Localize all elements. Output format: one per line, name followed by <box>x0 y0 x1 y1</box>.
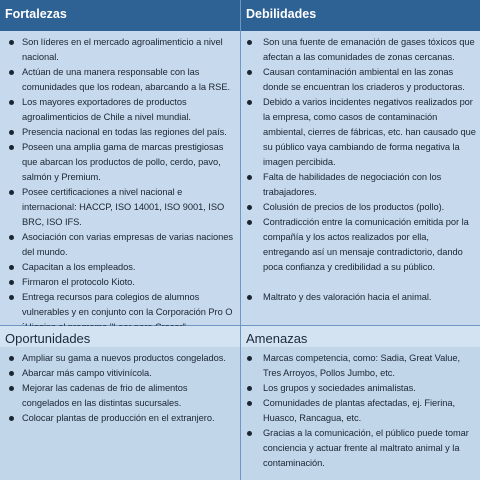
list-item: Debido a varios incidentes negativos realizados por la empresa, como casos de contaminación ambiental, cierres de fábricas, etc. han causado que su público vaya cambiando de forma negativa la imagen percibida. <box>241 95 477 170</box>
amenazas-quadrant <box>241 326 480 480</box>
list-item: Maltrato y des valoración hacia el animal. <box>241 290 477 305</box>
bullet-icon <box>9 265 14 270</box>
amenazas-body <box>241 347 480 480</box>
list-item: Presencia nacional en todas las regiones del país. <box>0 125 237 140</box>
list-item: Marcas competencia, como: Sadia, Great Value, Tres Arroyos, Pollos Jumbo, etc. <box>241 351 477 381</box>
bullet-icon <box>9 280 14 285</box>
bullet-icon <box>247 356 252 361</box>
list-item: Ampliar su gama a nuevos productos congelados. <box>0 351 237 366</box>
list-item: Colocar plantas de producción en el extranjero. <box>0 411 237 426</box>
list-item: Colusión de precios de los productos (pollo). <box>241 200 477 215</box>
debilidades-list <box>241 31 480 305</box>
list-item: Falta de habilidades de negociación con los trabajadores. <box>241 170 477 200</box>
list-item: Gracias a la comunicación, el público puede tomar conciencia y actuar frente al maltrato animal y la contaminación. <box>241 426 477 471</box>
list-item: Contradicción entre la comunicación emitida por la compañía y los actos realizados por ella, entregando así un mensaje contradictorio, dando poca confianza y credibilidad a su público. <box>241 215 477 275</box>
bullet-icon <box>9 130 14 135</box>
bullet-icon <box>247 40 252 45</box>
bullet-icon <box>247 100 252 105</box>
bullet-icon <box>9 295 14 300</box>
amenazas-list <box>241 347 480 471</box>
list-item: Asociación con varias empresas de varias naciones del mundo. <box>0 230 237 260</box>
bullet-icon <box>9 70 14 75</box>
list-item: Firmaron el protocolo Kioto. <box>0 275 237 290</box>
bullet-icon <box>247 401 252 406</box>
debilidades-title: Debilidades <box>241 0 480 31</box>
list-item: Abarcar más campo vitivinícola. <box>0 366 237 381</box>
list-item: Los mayores exportadores de productos agroalimenticios de Chile a nivel mundial. <box>0 95 237 125</box>
bullet-icon <box>9 40 14 45</box>
bullet-icon <box>9 145 14 150</box>
debilidades-quadrant <box>241 0 480 326</box>
fortalezas-list <box>0 31 240 335</box>
list-item: Entrega recursos para colegios de alumnos vulnerables y en conjunto con la Corporación Pro O <box>0 290 237 335</box>
bullet-icon <box>247 220 252 225</box>
bullet-icon <box>247 175 252 180</box>
list-item: Poseen una amplia gama de marcas prestigiosas que abarcan los productos de pollo, cerdo, pavo, salmón y Premium. <box>0 140 237 185</box>
list-item: Los grupos y sociedades animalistas. <box>241 381 477 396</box>
fortalezas-title: Fortalezas <box>0 0 240 31</box>
debilidades-body <box>241 31 480 325</box>
bullet-icon <box>247 386 252 391</box>
bullet-icon <box>9 416 14 421</box>
list-item: Mejorar las cadenas de frio de alimentos congelados en las distintas sucursales. <box>0 381 237 411</box>
bullet-icon <box>9 235 14 240</box>
oportunidades-title: Oportunidades <box>0 326 240 347</box>
list-item: Comunidades de plantas afectadas, ej. Fierina, Huasco, Rancagua, etc. <box>241 396 477 426</box>
bullet-icon <box>9 356 14 361</box>
list-item: Son líderes en el mercado agroalimenticio a nivel nacional. <box>0 35 237 65</box>
bullet-icon <box>9 100 14 105</box>
oportunidades-body <box>0 347 240 480</box>
list-item: Capacitan a los empleados. <box>0 260 237 275</box>
bullet-icon <box>247 70 252 75</box>
list-item: Causan contaminación ambiental en las zonas donde se encuentran los criaderos y productoras. <box>241 65 477 95</box>
bullet-icon <box>9 386 14 391</box>
list-item: Posee certificaciones a nivel nacional e internacional: HACCP, ISO 14001, ISO 9001, ISO BRC, ISO IFS. <box>0 185 237 230</box>
fortalezas-quadrant <box>0 0 241 326</box>
oportunidades-quadrant <box>0 326 241 480</box>
bullet-icon <box>247 205 252 210</box>
bullet-icon <box>9 190 14 195</box>
fortalezas-body <box>0 31 240 325</box>
amenazas-title: Amenazas <box>241 326 480 347</box>
oportunidades-list <box>0 347 240 426</box>
bullet-icon <box>247 295 252 300</box>
bullet-icon <box>247 431 252 436</box>
list-item: Son una fuente de emanación de gases tóxicos que afectan a las comunidades de zonas cercanas. <box>241 35 477 65</box>
list-item: Actúan de una manera responsable con las comunidades que los rodean, abarcando a la RSE. <box>0 65 237 95</box>
bullet-icon <box>9 371 14 376</box>
